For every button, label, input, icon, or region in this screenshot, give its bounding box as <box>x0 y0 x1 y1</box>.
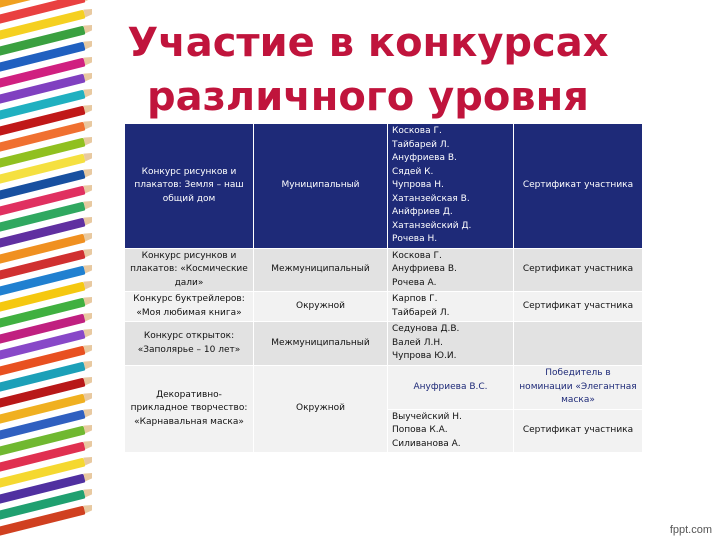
participant: Карпов Г. <box>392 294 438 304</box>
participant: Рочева А. <box>392 277 437 288</box>
participant: Тайбарей Л. <box>392 307 450 318</box>
contest-cell: Конкурс открыток: «Заполярье – 10 лет» <box>125 322 254 366</box>
participants-cell <box>388 124 514 249</box>
participant: Ануфриева В.С. <box>413 381 488 392</box>
level-cell: Окружной <box>254 292 388 322</box>
participant: Хатанзейская В. <box>392 193 470 204</box>
table-row <box>125 124 643 249</box>
participant: Попова К.А. <box>392 425 448 435</box>
participant: Сядей К. <box>392 166 434 177</box>
table-row <box>125 322 643 366</box>
participant: Седунова Д.В. <box>392 324 460 335</box>
contest-cell: Конкурс рисунков и плакатов: Земля – наш общий дом <box>125 124 254 249</box>
table-row <box>125 248 643 292</box>
participants-cell <box>388 248 514 292</box>
level-cell: Межмуниципальный <box>254 322 388 366</box>
contest-cell: Декоративно-прикладное творчество: «Карнавальная маска» <box>125 366 254 453</box>
level-cell: Муниципальный <box>254 124 388 249</box>
contests-table <box>124 123 643 453</box>
participants-cell <box>388 292 514 322</box>
participant: Рочева Н. <box>392 234 438 244</box>
footer-watermark: fppt.com <box>669 524 712 536</box>
pencils-decoration <box>0 0 92 540</box>
contest-cell: Конкурс рисунков и плакатов: «Космические дали» <box>125 248 254 292</box>
participants-cell <box>388 322 514 366</box>
page-title <box>118 16 618 124</box>
participants-cell <box>388 409 514 453</box>
level-cell: Межмуниципальный <box>254 248 388 292</box>
participant: Валей Л.Н. <box>392 337 443 348</box>
participant: Чупрова Н. <box>392 180 444 190</box>
title-line-2: различного уровня <box>147 74 589 120</box>
participant: Хатанзейский Д. <box>392 220 472 231</box>
result-cell: Победитель в номинации «Элегантная маска» <box>514 366 643 410</box>
participants-cell <box>388 366 514 410</box>
participant: Тайбарей Л. <box>392 139 450 150</box>
participant: Ануфриева В. <box>392 153 457 163</box>
participant: Ануфриева В. <box>392 264 457 274</box>
result-cell: Сертификат участника <box>514 124 643 249</box>
result-cell: Сертификат участника <box>514 292 643 322</box>
table-row <box>125 292 643 322</box>
participant: Коскова Г. <box>392 126 442 136</box>
result-cell <box>514 322 643 366</box>
table-row <box>125 366 643 410</box>
result-cell: Сертификат участника <box>514 248 643 292</box>
participant: Силиванова А. <box>392 438 461 449</box>
title-line-1: Участие в конкурсах <box>127 20 609 66</box>
result-cell: Сертификат участника <box>514 409 643 453</box>
level-cell: Окружной <box>254 366 388 453</box>
participant: Анйфриев Д. <box>392 207 453 217</box>
participant: Выучейский Н. <box>392 411 462 422</box>
participant: Коскова Г. <box>392 250 442 261</box>
participant: Чупрова Ю.И. <box>392 351 457 362</box>
contest-cell: Конкурс буктрейлеров: «Моя любимая книга» <box>125 292 254 322</box>
